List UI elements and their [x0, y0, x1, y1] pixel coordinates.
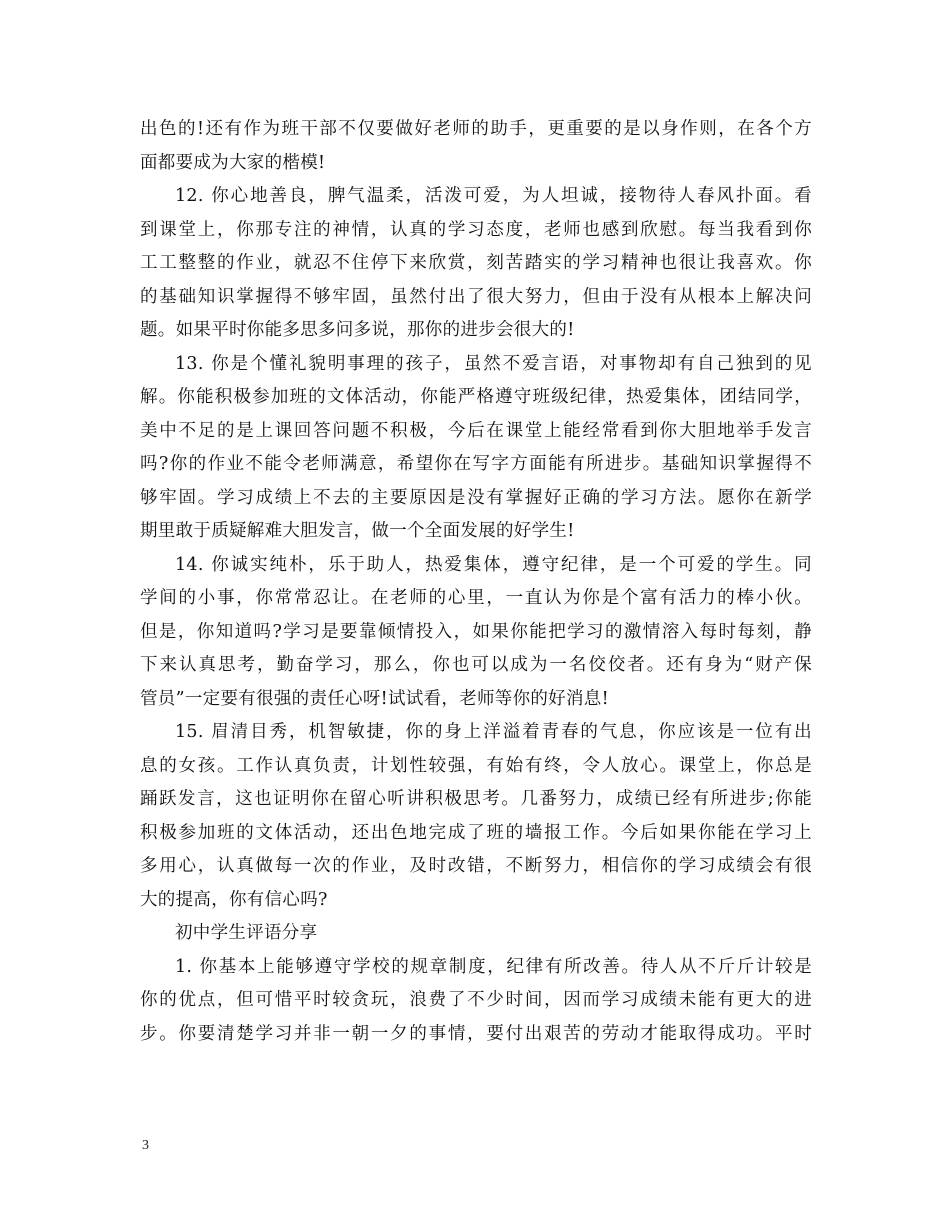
document-body	[140, 113, 812, 1051]
text-line: 初中学生评语分享	[175, 923, 318, 943]
text-line: 14. 你诚实纯朴，乐于助人，热爱集体，遵守纪律，是一个可爱的学生。同	[175, 554, 812, 575]
text-line: 息的女孩。工作认真负责，计划性较强，有始有终，令人放心。课堂上，你总是	[140, 755, 812, 776]
text-line: 吗?你的作业不能令老师满意，希望你在写字方面能有所进步。基础知识掌握得不	[140, 454, 812, 474]
text-line: 面都要成为大家的楷模!	[140, 152, 326, 173]
text-line: 美中不足的是上课回答问题不积极，今后在课堂上能经常看到你大胆地举手发言	[140, 420, 812, 441]
text-line: 出色的!还有作为班干部不仅要做好老师的助手，更重要的是以身作则，在各个方	[140, 119, 812, 139]
text-line: 13. 你是个懂礼貌明事理的孩子，虽然不爱言语，对事物却有自己独到的见	[175, 353, 812, 374]
text-line: 管员”一定要有很强的责任心呀!试试看，老师等你的好消息!	[140, 688, 609, 709]
text-line: 的基础知识掌握得不够牢固，虽然付出了很大努力，但由于没有从根本上解决问	[140, 286, 812, 307]
text-line: 解。你能积极参加班的文体活动，你能严格遵守班级纪律，热爱集体，团结同学，	[140, 387, 812, 407]
page-number: 3	[142, 1138, 149, 1153]
text-line: 期里敢于质疑解难大胆发言，做一个全面发展的好学生!	[140, 521, 575, 541]
text-line: 工工整整的作业，就忍不住停下来欣赏，刻苦踏实的学习精神也很让我喜欢。你	[140, 253, 812, 273]
text-line: 多用心，认真做每一次的作业，及时改错，不断努力，相信你的学习成绩会有很	[140, 856, 812, 876]
text-line: 积极参加班的文体活动，还出色地完成了班的墙报工作。今后如果你能在学习上	[140, 822, 812, 843]
text-line: 12. 你心地善良，脾气温柔，活泼可爱，为人坦诚，接物待人春风扑面。看	[175, 186, 812, 206]
text-line: 你的优点，但可惜平时较贪玩，浪费了不少时间，因而学习成绩未能有更大的进	[140, 990, 812, 1010]
text-line: 到课堂上，你那专注的神情，认真的学习态度，老师也感到欣慰。每当我看到你	[140, 219, 812, 240]
text-line: 步。你要清楚学习并非一朝一夕的事情，要付出艰苦的劳动才能取得成功。平时	[140, 1023, 812, 1044]
text-line: 够牢固。学习成绩上不去的主要原因是没有掌握好正确的学习方法。愿你在新学	[140, 487, 812, 508]
text-line: 下来认真思考，勤奋学习，那么，你也可以成为一名佼佼者。还有身为“财产保	[140, 655, 812, 675]
text-line: 15. 眉清目秀，机智敏捷，你的身上洋溢着青春的气息，你应该是一位有出	[175, 722, 812, 742]
text-line: 踊跃发言，这也证明你在留心听讲积极思考。几番努力，成绩已经有所进步;你能	[140, 789, 812, 809]
text-line: 但是，你知道吗?学习是要靠倾情投入，如果你能把学习的激情溶入每时每刻，静	[140, 621, 812, 642]
text-line: 1. 你基本上能够遵守学校的规章制度，纪律有所改善。待人从不斤斤计较是	[175, 956, 812, 977]
text-line: 学间的小事，你常常忍让。在老师的心里，一直认为你是个富有活力的棒小伙。	[140, 588, 812, 608]
text-line: 大的提高，你有信心吗?	[140, 889, 328, 910]
text-line: 题。如果平时你能多思多问多说，那你的进步会很大的!	[140, 320, 575, 340]
